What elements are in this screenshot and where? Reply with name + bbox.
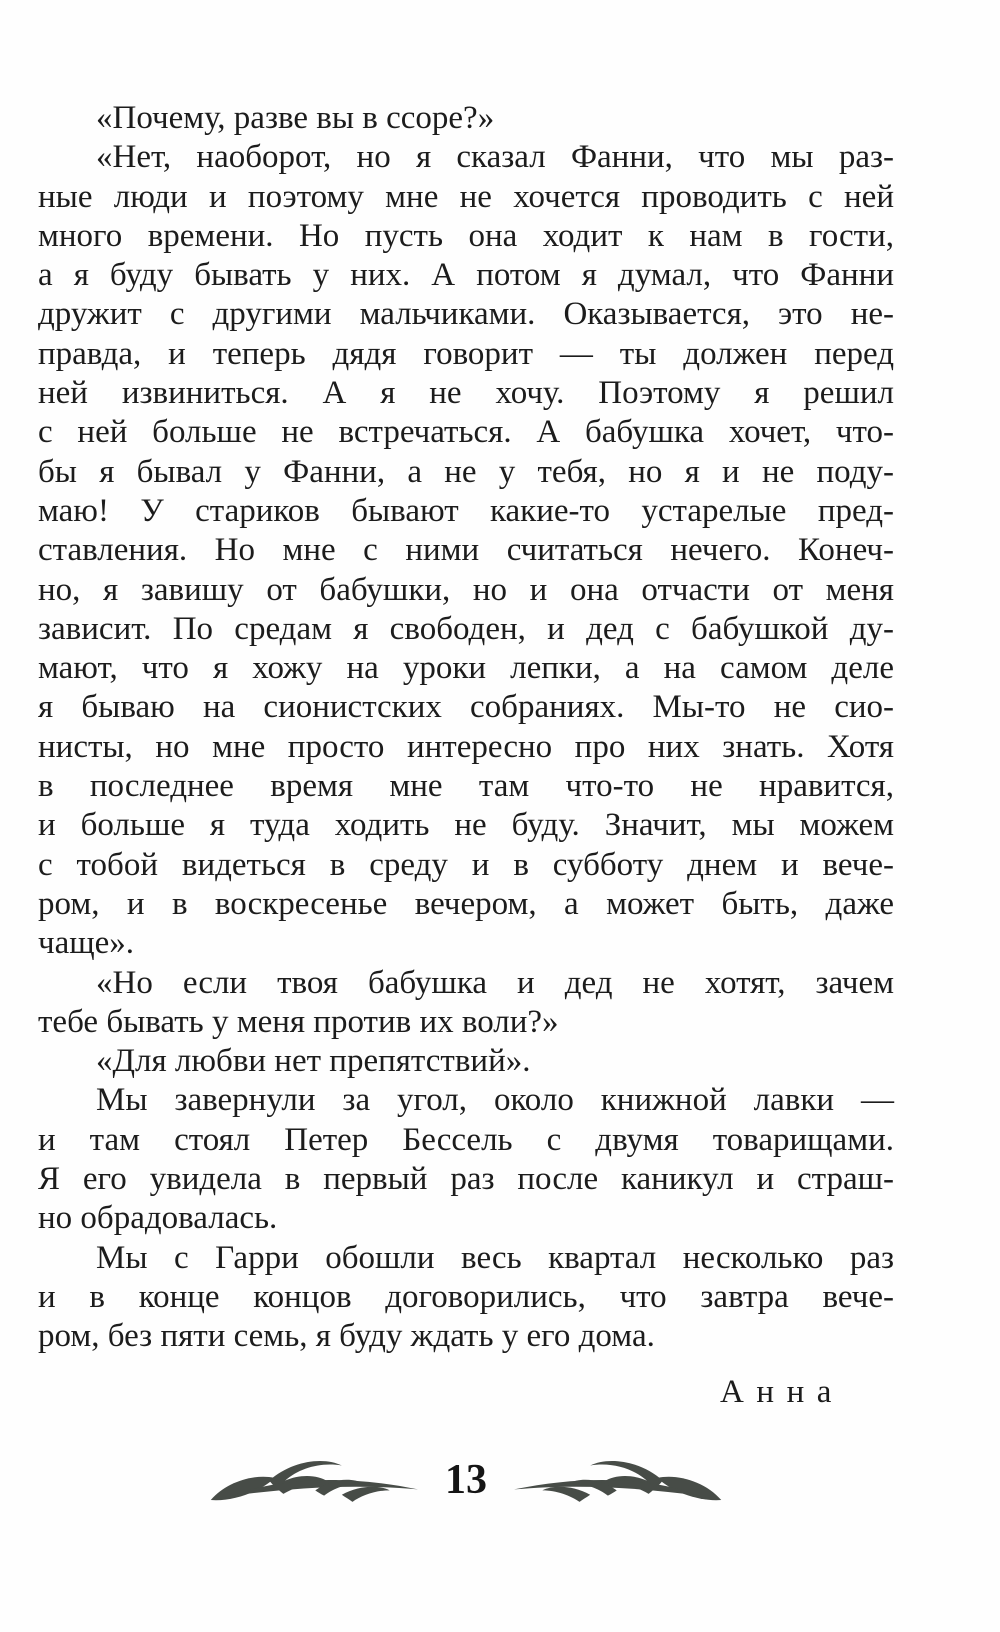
text-line: много времени. Но пусть она ходит к нам в гости, — [38, 217, 894, 254]
text-line: и больше я туда ходить не буду. Значит, мы можем — [38, 807, 894, 844]
text-line: ром, и в воскресенье вечером, а может быть, даже — [38, 885, 894, 922]
text-line: бы я бывал у Фанни, а не у тебя, но я и не поду- — [38, 453, 894, 490]
text-line: Я его увидела в первый раз после каникул и страш- — [38, 1161, 894, 1198]
paragraph-lines — [38, 99, 894, 1357]
text-line: ставления. Но мне с ними считаться нечего. Конеч- — [38, 532, 894, 569]
text-block — [38, 99, 894, 1412]
text-line: а я буду бывать у них. А потом я думал, что Фанни — [38, 257, 894, 294]
page-footer — [38, 1446, 894, 1524]
text-line: в последнее время мне там что-то не нравится, — [38, 768, 894, 805]
text-line: «Нет, наоборот, но я сказал Фанни, что мы раз- — [96, 139, 894, 176]
text-line: маю! У стариков бывают какие-то устарелые пред- — [38, 492, 894, 529]
text-line: но обрадовалась. — [38, 1200, 278, 1237]
text-line: ные люди и поэтому мне не хочется проводить с ней — [38, 178, 894, 215]
text-line: и в конце концов договорились, что завтра вече- — [38, 1278, 894, 1315]
text-line: тебе бывать у меня против их воли?» — [38, 1003, 559, 1040]
text-line: чаще». — [38, 925, 135, 962]
text-line: правда, и теперь дядя говорит — ты должен перед — [38, 335, 894, 372]
text-line: с тобой видеться в среду и в субботу днем и вече- — [38, 846, 894, 883]
text-line: Мы завернули за угол, около книжной лавки — — [96, 1082, 894, 1119]
text-line: «Но если твоя бабушка и дед не хотят, зачем — [96, 964, 894, 1001]
page-number: 13 — [445, 1457, 487, 1503]
text-line: «Почему, разве вы в ссоре?» — [96, 100, 495, 136]
text-line: с ней больше не встречаться. А бабушка хочет, что- — [38, 414, 894, 451]
text-line: мают, что я хожу на уроки лепки, а на самом деле — [38, 650, 894, 687]
signature: Анна — [720, 1373, 844, 1410]
text-line: Мы с Гарри обошли весь квартал несколько раз — [96, 1239, 894, 1276]
text-line: зависит. По средам я свободен, и дед с бабушкой ду- — [38, 610, 894, 647]
text-line: я бываю на сионистских собраниях. Мы-то не сио- — [38, 689, 894, 726]
flourish-right-icon — [511, 1454, 726, 1516]
text-line: ней извиниться. А я не хочу. Поэтому я решил — [38, 375, 894, 412]
text-line: и там стоял Петер Бессель с двумя товарищами. — [38, 1121, 894, 1158]
text-line: дружит с другими мальчиками. Оказывается, это не- — [38, 296, 894, 333]
text-line: «Для любви нет препятствий». — [96, 1043, 531, 1080]
flourish-left-icon — [206, 1454, 421, 1516]
text-line: нисты, но мне просто интересно про них знать. Хотя — [38, 728, 894, 765]
text-line: но, я завишу от бабушки, но и она отчасти от меня — [38, 571, 894, 608]
text-line: ром, без пяти семь, я буду ждать у его дома. — [38, 1318, 655, 1355]
